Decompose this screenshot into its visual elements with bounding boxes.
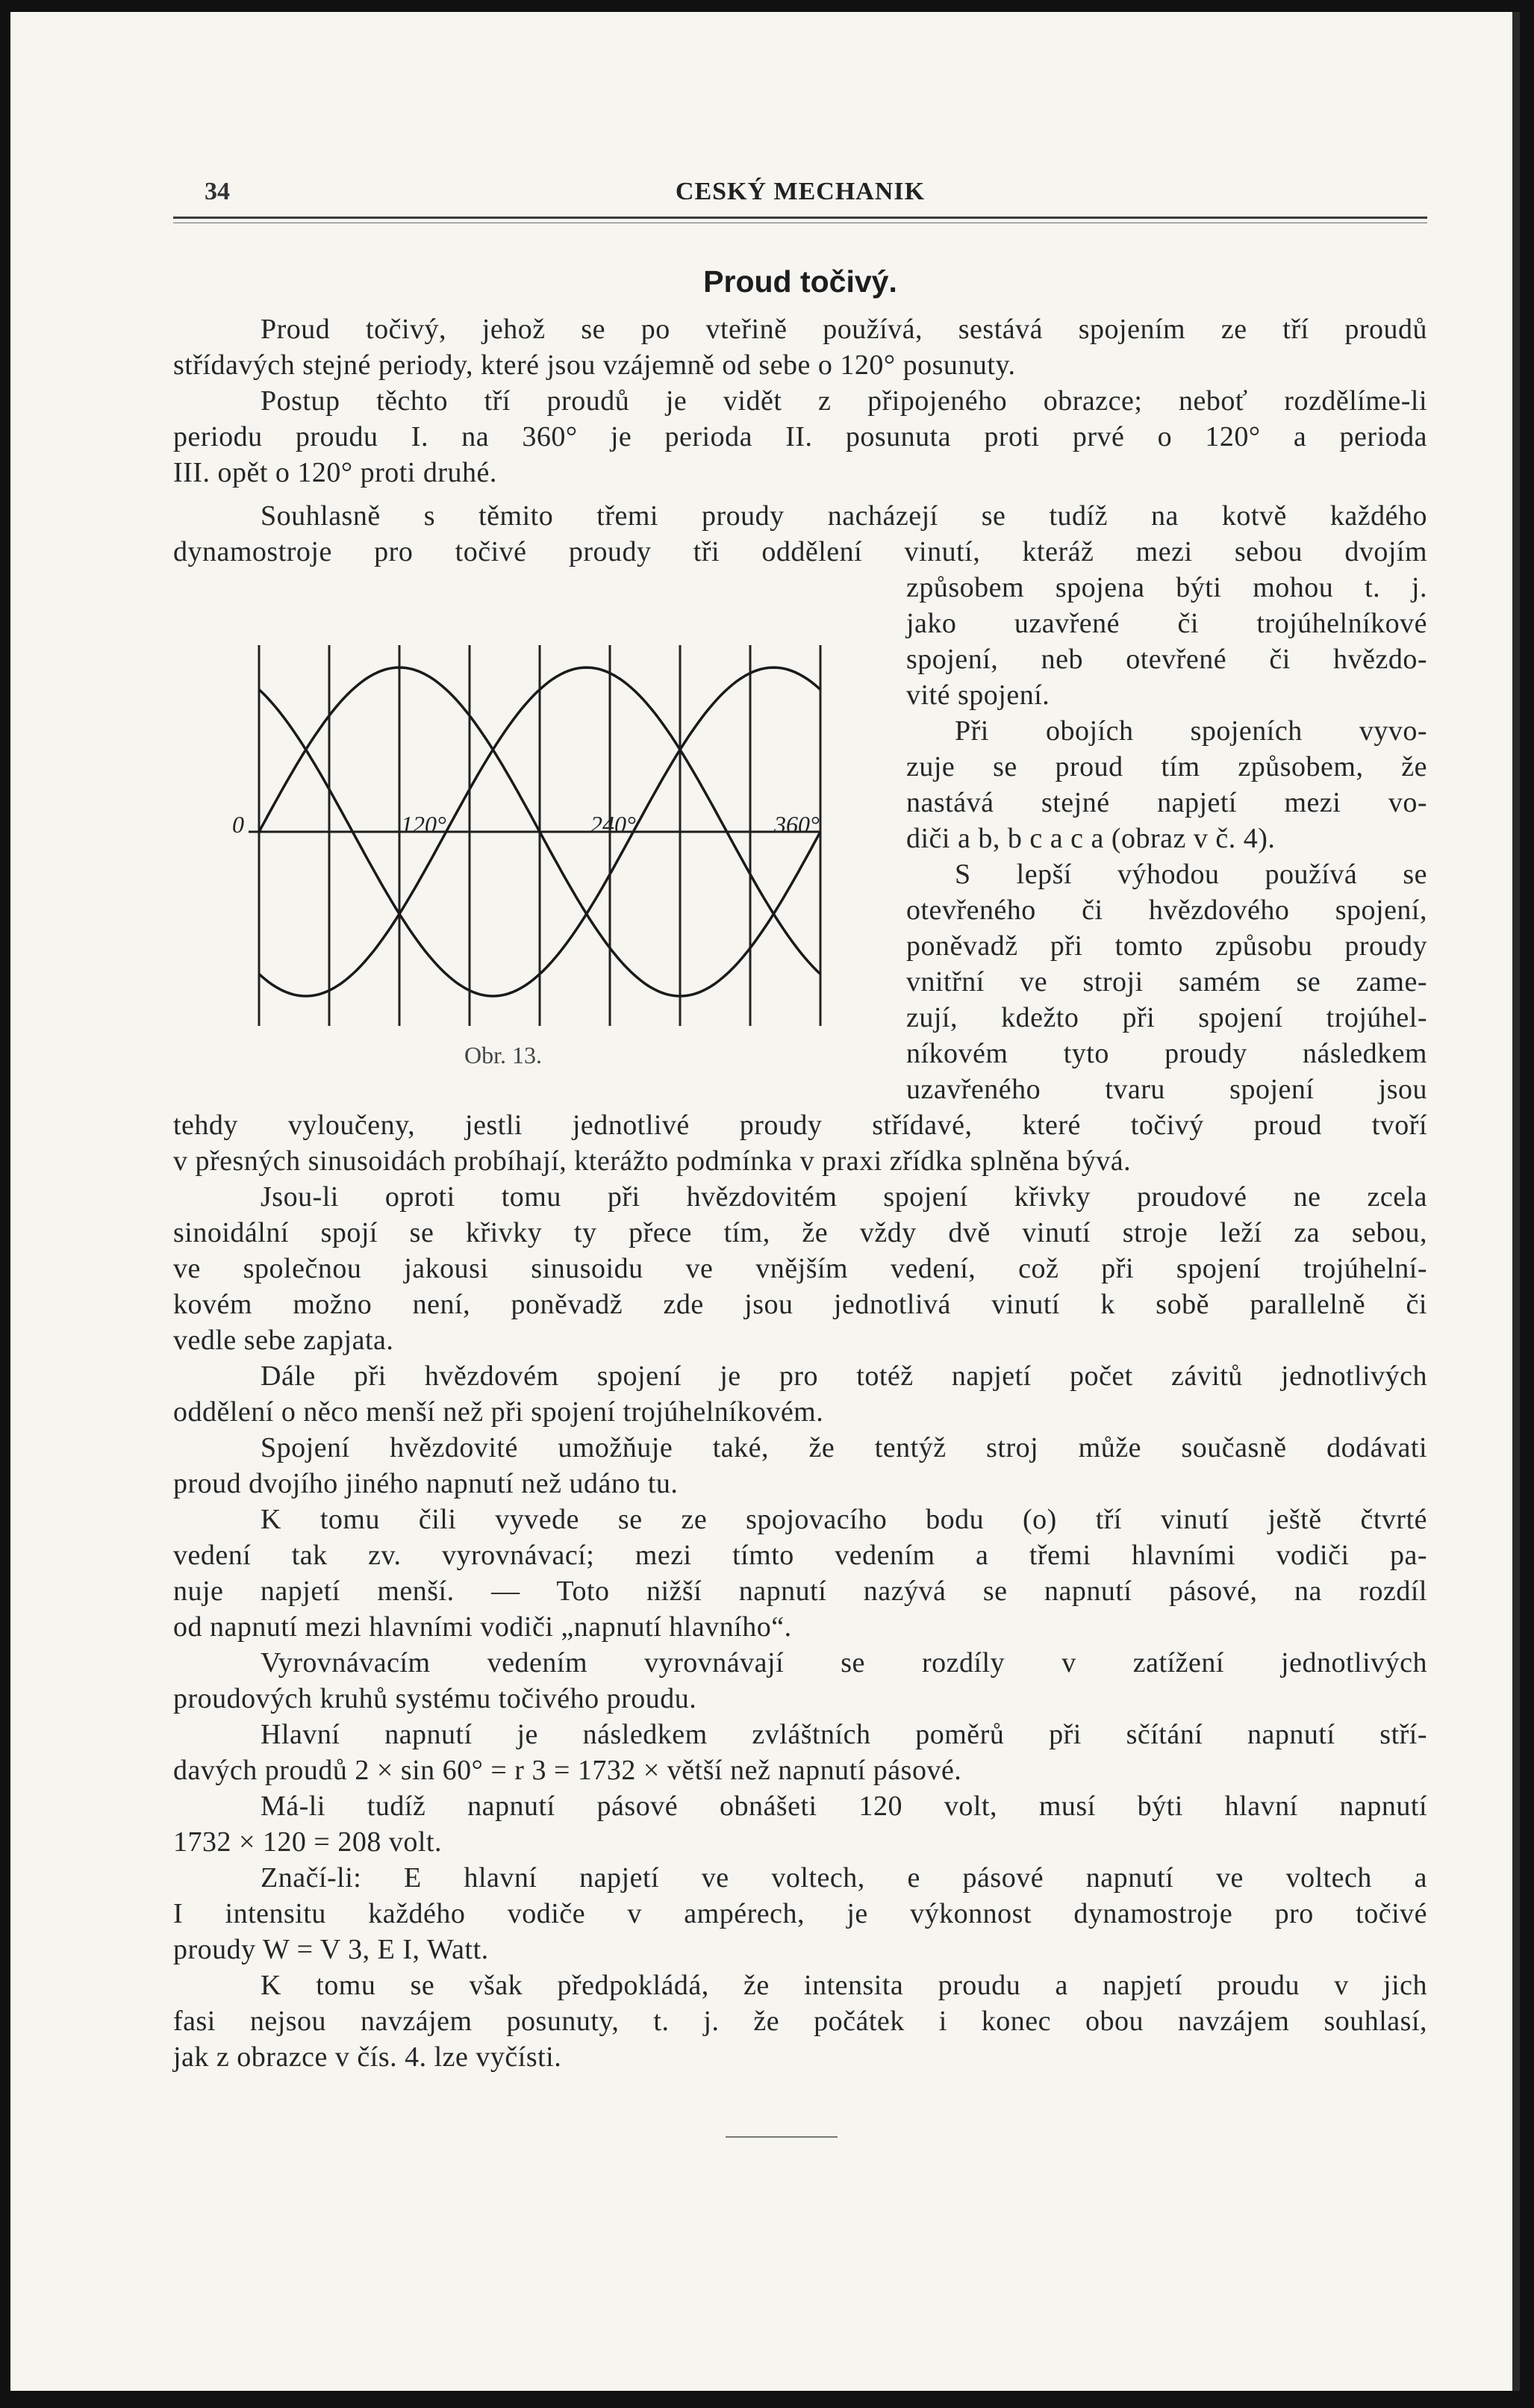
text-line: vnitřní ve stroji samém se zame-	[906, 966, 1427, 998]
text-line: níkovém tyto proudy následkem	[906, 1038, 1427, 1069]
sine-chart	[231, 638, 865, 1056]
text-line: střídavých stejné periody, které jsou vzájemně od sebe o 120° posunuty.	[173, 349, 1016, 381]
text-line: zují, kdežto při spojení trojúhel-	[906, 1002, 1427, 1033]
text-line: jako uzavřené či trojúhelníkové	[906, 608, 1427, 639]
text-line: Dále při hvězdovém spojení je pro totéž napjetí počet závitů jednotlivých	[261, 1360, 1427, 1392]
text-line: jak z obrazce v čís. 4. lze vyčísti.	[173, 2041, 562, 2073]
tick-label-360: 360°	[774, 811, 820, 838]
tick-label-120: 120°	[401, 811, 446, 838]
text-line: sinoidální spojí se křivky ty přece tím, že vždy dvě vinutí stroje leží za sebou,	[173, 1217, 1427, 1248]
text-line: uzavřeného tvaru spojení jsou	[906, 1074, 1427, 1105]
text-line: poněvadž při tomto způsobu proudy	[906, 930, 1427, 962]
end-rule	[726, 2136, 838, 2138]
text-line: dynamostroje pro točivé proudy tři oddělení vinutí, kteráž mezi sebou dvojím	[173, 536, 1427, 567]
text-line: Postup těchto tří proudů je vidět z připojeného obrazce; neboť rozdělíme-li	[261, 385, 1427, 417]
text-line: ve společnou jakousi sinusoidu ve vnějším vedení, což při spojení trojúhelní-	[173, 1253, 1427, 1284]
text-line: tehdy vyloučeny, jestli jednotlivé proudy střídavé, které točivý proud tvoří	[173, 1110, 1427, 1141]
article-title: Proud točivý.	[703, 264, 897, 299]
chart-grid	[259, 645, 820, 1026]
text-line: S lepší výhodou používá se	[955, 859, 1427, 890]
scanned-page	[10, 12, 1520, 2391]
text-line: nastává stejné napjetí mezi vo-	[906, 787, 1427, 818]
text-line: Má-li tudíž napnutí pásové obnášeti 120 volt, musí býti hlavní napnutí	[261, 1791, 1427, 1822]
text-line: v přesných sinusoidách probíhají, kterážto podmínka v praxi zřídka splněna bývá.	[173, 1145, 1132, 1177]
tick-label-origin: 0	[232, 811, 244, 838]
text-line: Značí-li: E hlavní napjetí ve voltech, e pásové napnutí ve voltech a	[261, 1862, 1427, 1894]
text-line: proudových kruhů systému točivého proudu.	[173, 1683, 697, 1714]
text-line: proudy W = V 3, E I, Watt.	[173, 1934, 489, 1965]
text-line: proud dvojího jiného napnutí než udáno tu.	[173, 1468, 679, 1499]
tick-label-240: 240°	[590, 811, 636, 838]
text-line: zuje se proud tím způsobem, že	[906, 751, 1427, 783]
page-number: 34	[205, 178, 230, 205]
text-line: III. opět o 120° proti druhé.	[173, 457, 497, 488]
text-line: od napnutí mezi hlavními vodiči „napnutí hlavního“.	[173, 1611, 792, 1643]
text-line: nuje napjetí menší. — Toto nižší napnutí nazývá se napnutí pásové, na rozdíl	[173, 1575, 1427, 1607]
text-line: Hlavní napnutí je následkem zvláštních poměrů při sčítání napnutí stří-	[261, 1719, 1427, 1750]
text-line: kovém možno není, poněvadž zde jsou jednotlivá vinutí k sobě parallelně či	[173, 1289, 1427, 1320]
text-line: vedle sebe zapjata.	[173, 1325, 394, 1356]
text-line: diči a b, b c a c a (obraz v č. 4).	[906, 823, 1276, 854]
text-line: K tomu čili vyvede se ze spojovacího bodu (o) tří vinutí ještě čtvrté	[261, 1504, 1427, 1535]
text-line: davých proudů 2 × sin 60° = r 3 = 1732 × větší než napnutí pásové.	[173, 1755, 962, 1786]
text-line: způsobem spojena býti mohou t. j.	[906, 572, 1427, 603]
text-line: vité spojení.	[906, 679, 1050, 711]
text-line: Proud točivý, jehož se po vteřině používá, sestává spojením ze tří proudů	[261, 314, 1427, 345]
text-line: 1732 × 120 = 208 volt.	[173, 1826, 442, 1858]
figure-caption: Obr. 13.	[464, 1042, 542, 1068]
text-line: Vyrovnávacím vedením vyrovnávají se rozdíly v zatížení jednotlivých	[261, 1647, 1427, 1679]
header-rule	[173, 217, 1427, 219]
text-line: fasi nejsou navzájem posunuty, t. j. že počátek i konec obou navzájem souhlasí,	[173, 2006, 1427, 2037]
text-line: I intensitu každého vodiče v ampérech, je výkonnost dynamostroje pro točivé	[173, 1898, 1427, 1929]
text-line: Spojení hvězdovité umožňuje také, že tentýž stroj může současně dodávati	[261, 1432, 1427, 1463]
text-line: oddělení o něco menší než při spojení trojúhelníkovém.	[173, 1396, 824, 1428]
page-header	[173, 169, 1427, 211]
text-line: vedení tak zv. vyrovnávací; mezi tímto vedením a třemi hlavními vodiči pa-	[173, 1540, 1427, 1571]
text-line: periodu proudu I. na 360° je perioda II. posunuta proti prvé o 120° a perioda	[173, 421, 1427, 452]
text-line: Při obojích spojeních vyvo-	[955, 715, 1427, 747]
text-line: Jsou-li oproti tomu při hvězdovitém spojení křivky proudové ne zcela	[261, 1181, 1427, 1213]
text-line: K tomu se však předpokládá, že intensita proudu a napjetí proudu v jich	[261, 1970, 1427, 2001]
running-title: CESKÝ MECHANIK	[675, 178, 926, 205]
figure-three-phase-sines	[231, 638, 865, 1056]
text-line: otevřeného či hvězdového spojení,	[906, 895, 1427, 926]
text-line: Souhlasně s těmito třemi proudy nacházejí se tudíž na kotvě každého	[261, 500, 1427, 532]
text-line: spojení, neb otevřené či hvězdo-	[906, 644, 1427, 675]
